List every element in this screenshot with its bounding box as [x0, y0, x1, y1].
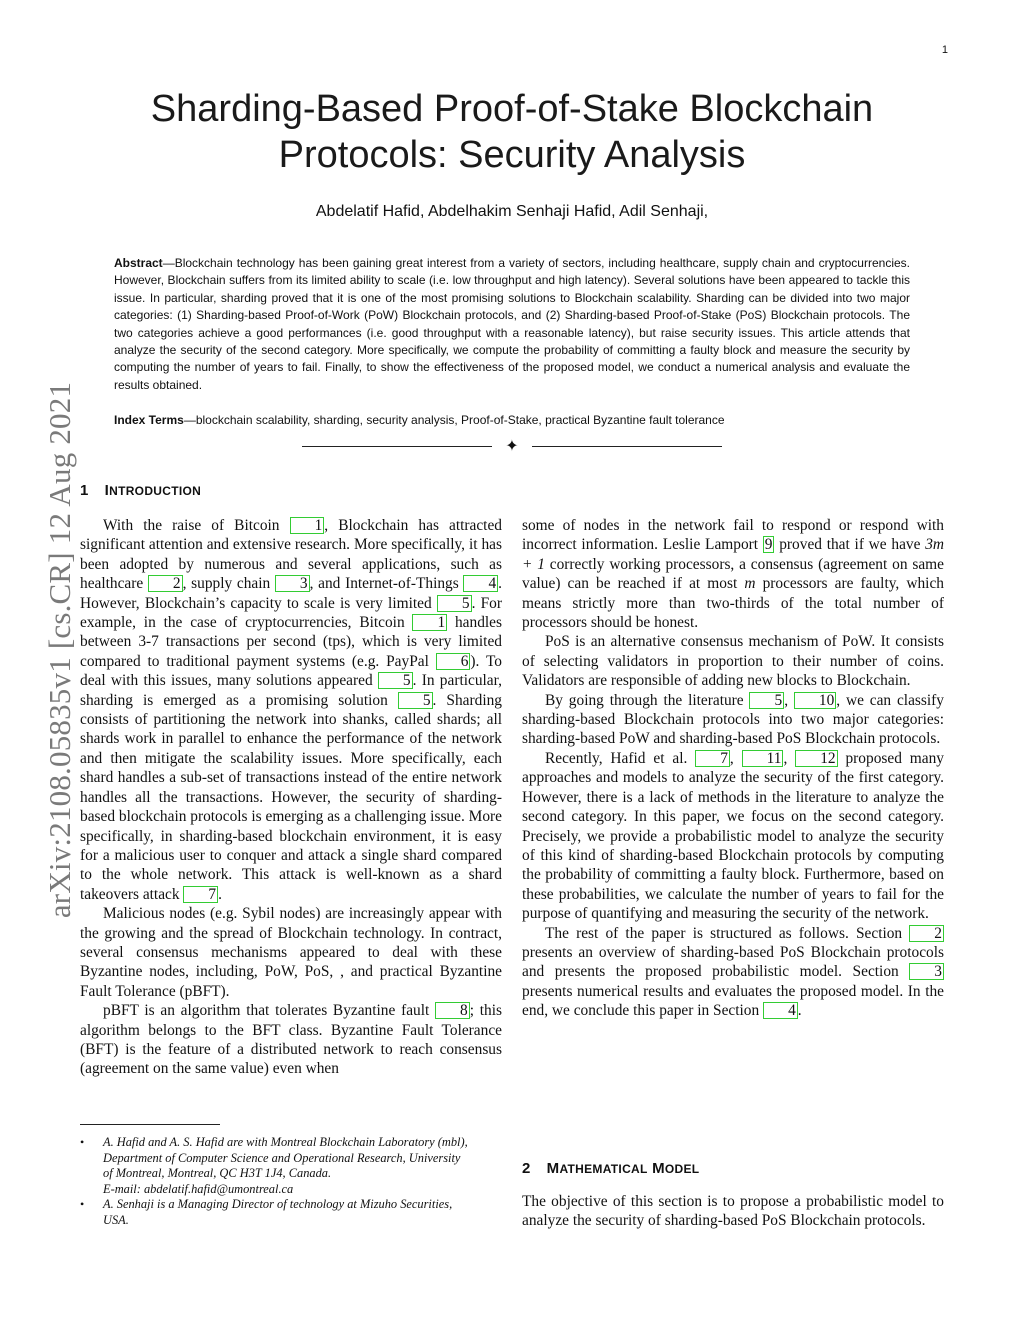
section-link[interactable]: 4 [763, 1002, 798, 1019]
section-number: 1 [80, 482, 89, 499]
divider-line-left [302, 446, 492, 447]
index-terms [114, 412, 910, 429]
citation-link[interactable]: 5 [398, 692, 433, 709]
abstract-text: —Blockchain technology has been gaining great interest from a variety of sectors, including healthcare, supply chain and cryptocurrencies. However, Blockchain suffers from its limited ability to scale (i.e. low throughput and high latency). Several solutions have been appeared to tackle this issue. In particular, sharding proved that it is one of the most promising solutions to Blockchain scalability. Sharding can be divided into two major categories: (1) Sharding-based Proof-of-Work (PoW) Blockchain protocols, and (2) Sharding-based Proof-of-Stake (PoS) Blockchain protocols. The two categories achieve a good performances (i.e. good throughput with a reasonable latency), but raise security issues. This article attends that analyze the security of the second category. More specifically, we compute the probability of committing a faulty block and measure the security by computing the number of years to fail. Finally, to show the effectiveness of the proposed model, we conduct a numerical analysis and evaluate the results obtained. [114, 256, 910, 392]
text-run: processors are faulty, which means strictly more than two-thirds of the total number of processors should be honest. [522, 575, 944, 632]
text-run: ). To deal with this issues, many solutions appeared [80, 652, 502, 690]
text-run: , and Internet-of-Things [309, 575, 464, 593]
footnote-affiliation-2 [80, 1197, 502, 1228]
text-run: . [218, 885, 222, 903]
arxiv-identifier[interactable]: arXiv:2108.05835v1 [cs.CR] 12 Aug 2021 [42, 381, 77, 919]
citation-link[interactable]: 5 [749, 692, 784, 709]
section-number: 2 [522, 1160, 531, 1177]
section-title-rest: NTRODUCTION [109, 484, 202, 498]
footnote-affiliation-1 [80, 1135, 502, 1197]
text-run: . However, Blockchain’s capacity to scale is very limited [80, 575, 502, 612]
paper-title [80, 86, 944, 178]
divider-star-icon: ✦ [505, 436, 519, 455]
math-variable: m [744, 575, 756, 593]
footnote-line: A. Hafid and A. S. Hafid are with Montreal Blockchain Laboratory (mbl), [103, 1135, 468, 1149]
intro-paragraph-6 [522, 749, 944, 924]
citation-link[interactable]: 6 [436, 653, 471, 670]
footnote-line: A. Senhaji is a Managing Director of technology at Mizuho Securities, [103, 1197, 453, 1212]
text-run: correctly working processors, a consensus (agreement on same value) can be reached if at most [522, 555, 944, 593]
section-title-rest: ODEL [664, 1162, 700, 1176]
section-title-initial: M [652, 1160, 665, 1177]
citation-link[interactable]: 12 [795, 750, 837, 767]
text-run: some of nodes in the network fail to respond or respond with incorrect information. Leslie Lamport [522, 517, 944, 554]
page-number: 1 [941, 44, 948, 56]
footnote-line: Department of Computer Science and Operational Research, University [103, 1150, 461, 1165]
section-heading-introduction [80, 482, 201, 499]
footnotes [80, 1135, 502, 1229]
paper-title-line-1: Sharding-Based Proof-of-Stake Blockchain [150, 88, 874, 130]
abstract-label: Abstract [114, 256, 163, 270]
intro-paragraph-4: PoS is an alternative consensus mechanism of PoW. It consists of selecting validators in proportion to their number of coins. Validators are responsible of adding new blocks to Blockchain. [522, 633, 944, 690]
section-title-rest: ATHEMATICAL [559, 1162, 648, 1176]
text-run: By going through the literature [545, 691, 750, 709]
citation-link[interactable]: 8 [435, 1002, 470, 1019]
footnote-rule [80, 1124, 220, 1125]
intro-paragraph-5 [522, 691, 944, 749]
footnote-email: E-mail: abdelatif.hafid@umontreal.ca [103, 1181, 294, 1196]
text-run: . In particular, sharding is emerged as a promising solution [80, 672, 502, 709]
text-run: . [797, 1002, 802, 1020]
text-run: . Sharding consists of partitioning the network into shanks, called shards; all shards work in parallel to enhance the performance of the network and then mitigate the scalability issues. More specifically, each shard handles a sub-set of transactions instead of the entire network handles all the transactions. However, the security of sharding-based blockchain protocols is emerging as a challenging issue. More specifically, in sharding-based blockchain environment, it is easy for a malicious user to conquer and attack a single shard compared to the whole network. This attack is well-known as a shard takeovers attack [80, 691, 502, 903]
section-heading-mathematical-model [522, 1160, 699, 1177]
citation-link[interactable]: 1 [412, 614, 447, 631]
footnote-line: USA. [103, 1212, 129, 1227]
section-link[interactable]: 3 [909, 963, 944, 980]
citation-link[interactable]: 4 [463, 575, 498, 592]
citation-link[interactable]: 3 [275, 575, 310, 592]
text-run: proposed many approaches and models to analyze the security of the first category. However, there is a lack of methods in the literature to analyze the second category. In this paper, we focus on the second category. Precisely, we provide a probabilistic model to analyze the security of this kind of sharding-based Blockchain protocols by computing the probability of committing a faulty block. Furthermore, based on these probabilities, we calculate the number of years to fail for the purpose of quantifying and measuring the security of the network. [522, 749, 944, 923]
text-run: presents an overview of sharding-based PoS Blockchain protocols and presents the proposed probabilistic model. Section [522, 943, 944, 981]
abstract [114, 255, 910, 394]
intro-paragraph-7 [522, 924, 944, 1021]
citation-link[interactable]: 5 [378, 672, 413, 689]
author-list: Abdelatif Hafid, Abdelhakim Senhaji Hafid, Adil Senhaji, [315, 203, 709, 220]
index-terms-label: Index Terms [114, 413, 184, 427]
text-run: , [784, 691, 794, 709]
footnote-line: of Montreal, Montreal, QC H3T 1J4, Canada. [103, 1166, 332, 1181]
text-run: , we can classify sharding-based Blockchain protocols into two major categories: sharding-based PoW and sharding-based PoS Blockchain protocols. [522, 691, 944, 748]
text-run: pBFT is an algorithm that tolerates Byzantine fault [103, 1002, 436, 1020]
citation-link[interactable]: 11 [742, 750, 784, 767]
paper-title-line-2: Protocols: Security Analysis [278, 134, 746, 176]
divider-line-right [532, 446, 722, 447]
text-run: , [783, 749, 796, 767]
intro-paragraph-2: Malicious nodes (e.g. Sybil nodes) are increasingly appear with the growing and the spread of Blockchain technology. In contract, several consensus mechanisms appeared to deal with these Byzantine nodes, including, PoW, PoS, , and practical Byzantine Fault Tolerance (pBFT). [80, 905, 502, 1000]
bullet-icon: • [80, 1135, 85, 1149]
text-run: Recently, Hafid et al. [545, 749, 696, 767]
model-paragraph-1: The objective of this section is to propose a probabilistic model to analyze the security of sharding-based PoS Blockchain protocols. [522, 1193, 944, 1230]
column-right [522, 516, 944, 1021]
citation-link[interactable]: 5 [437, 595, 472, 612]
section-divider [302, 436, 722, 455]
intro-paragraph-1 [80, 516, 502, 904]
math-expression: 3m + 1 [522, 536, 944, 573]
text-run: handles between 3-7 transactions per second (tps), which is very limited compared to traditional payment systems (e.g. PayPal [80, 614, 502, 670]
intro-paragraph-3-continued [522, 516, 944, 632]
column-right-section-2 [522, 1192, 944, 1231]
citation-link[interactable]: 9 [764, 536, 773, 554]
section-link[interactable]: 2 [909, 925, 944, 942]
column-left [80, 516, 502, 1079]
text-run: ; this algorithm belongs to the BFT class. Byzantine Fault Tolerance (BFT) is the feature of a distributed network to reach consensus (agreement on the same value) even when [80, 1002, 502, 1078]
citation-link[interactable]: 2 [148, 575, 183, 592]
citation-link[interactable]: 1 [290, 517, 325, 534]
text-run: With the raise of Bitcoin [103, 517, 290, 534]
text-run: The rest of the paper is structured as follows. Section [545, 924, 910, 942]
citation-link[interactable]: 7 [695, 750, 730, 767]
text-run: , Blockchain has attracted significant attention and extensive research. More specifically, it has been adopted by numerous and several applications, such as healthcare [80, 517, 502, 593]
intro-paragraph-3 [80, 1001, 502, 1079]
section-title-initial: I [104, 482, 110, 499]
section-title-initial: M [546, 1160, 560, 1177]
text-run: , supply chain [182, 575, 275, 593]
text-run: , [729, 749, 742, 767]
text-run: presents numerical results and evaluates the proposed model. In the end, we conclude this paper in Section [522, 982, 944, 1020]
text-run: proved that if we have [774, 536, 926, 554]
index-terms-text: —blockchain scalability, sharding, security analysis, Proof-of-Stake, practical Byzantine fault tolerance [183, 413, 725, 427]
citation-link[interactable]: 10 [794, 692, 836, 709]
citation-link[interactable]: 7 [183, 886, 218, 903]
bullet-icon: • [80, 1197, 85, 1212]
text-run: . For example, in the case of cryptocurrencies, Bitcoin [80, 594, 502, 632]
